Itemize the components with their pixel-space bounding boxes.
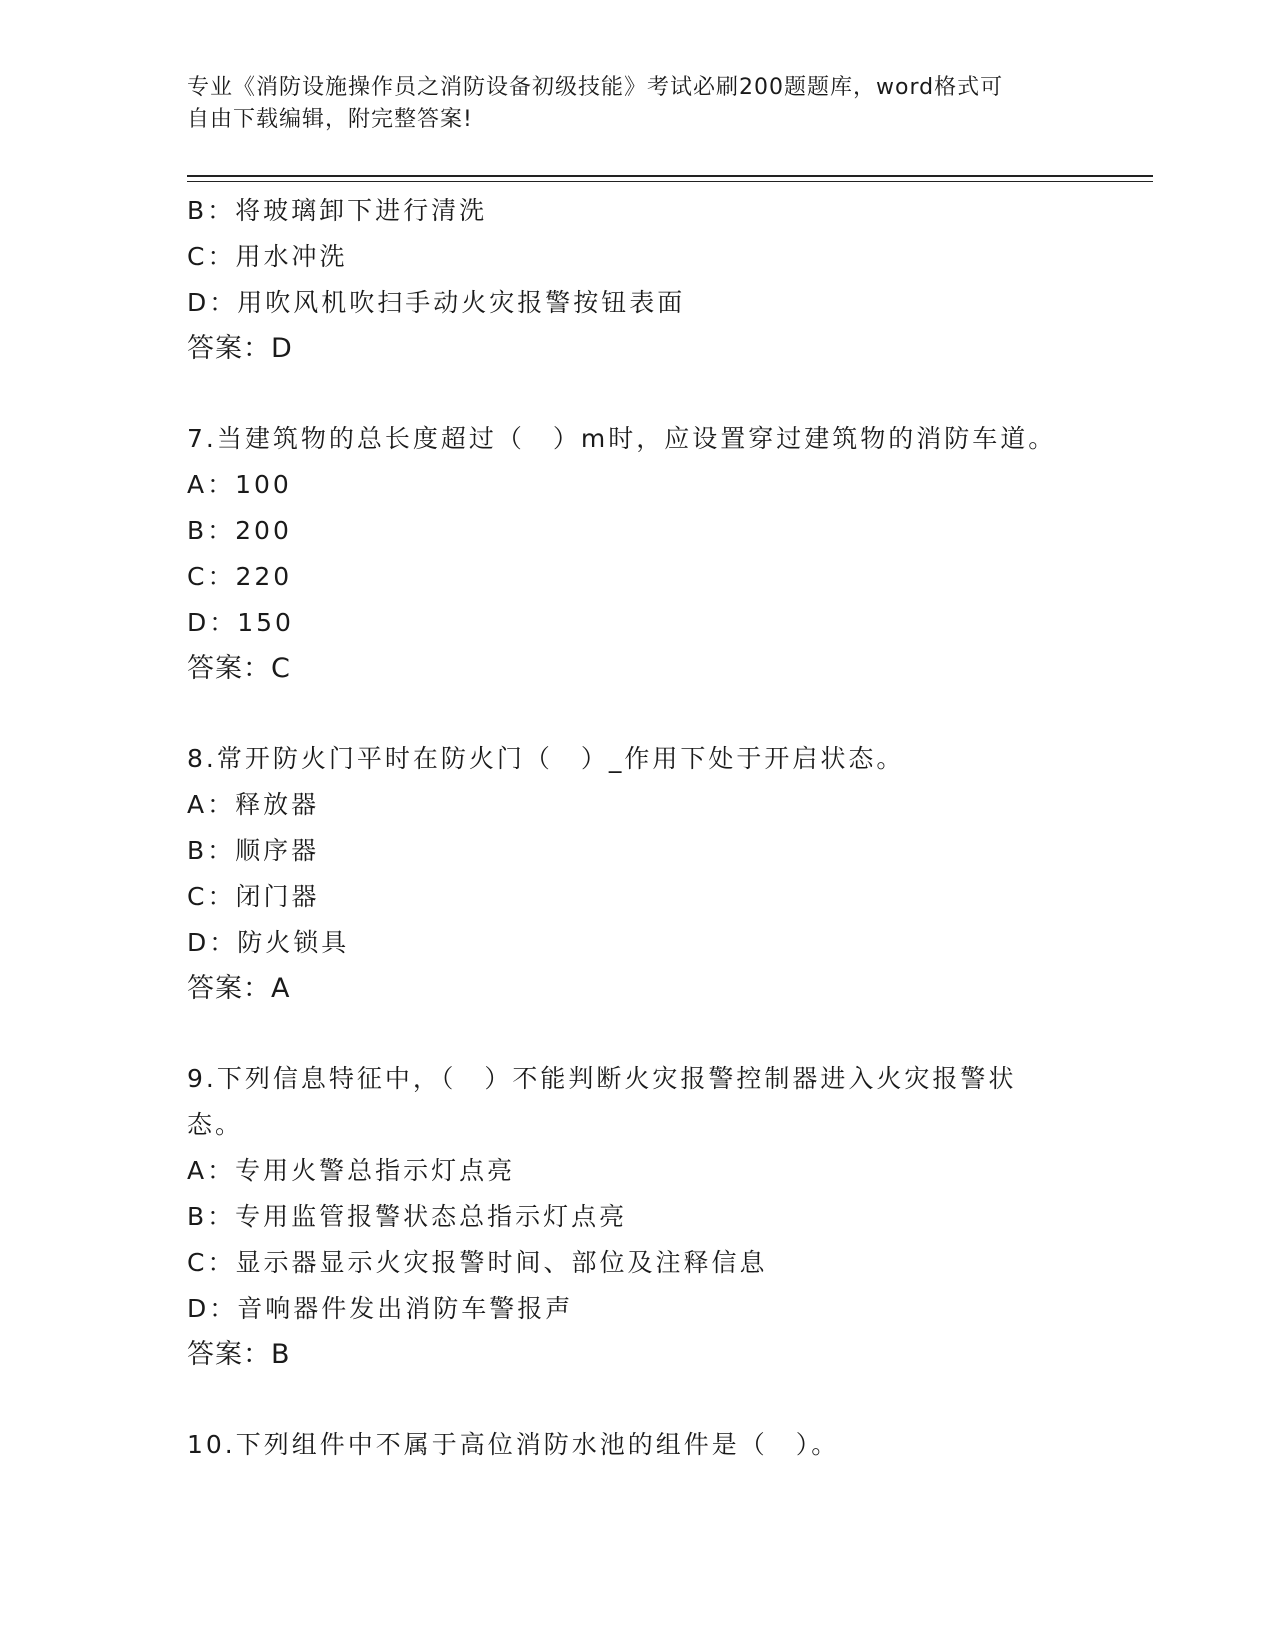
header-divider-thin [187, 181, 1153, 182]
header-line-1: 专业《消防设施操作员之消防设备初级技能》考试必刷200题题库，word格式可 [187, 75, 1004, 100]
answer-text: 答案：D [187, 333, 293, 364]
question-7 [187, 416, 1087, 692]
question-text-line-2: 态。 [187, 1110, 244, 1139]
option-d: D：音响器件发出消防车警报声 [187, 1294, 574, 1323]
option-a: A：释放器 [187, 790, 320, 819]
answer-text: 答案：C [187, 653, 291, 684]
question-9 [187, 1056, 1087, 1378]
option-a: A：100 [187, 470, 292, 499]
option-d: D：防火锁具 [187, 928, 350, 957]
option-a: A：专用火警总指示灯点亮 [187, 1156, 516, 1185]
question-text: 7.当建筑物的总长度超过（ ）m时，应设置穿过建筑物的消防车道。 [187, 424, 1057, 453]
option-d: D：用吹风机吹扫手动火灾报警按钮表面 [187, 288, 686, 317]
option-b: B：顺序器 [187, 836, 320, 865]
option-b: B：200 [187, 516, 292, 545]
question-6 [187, 188, 1087, 372]
option-c: C：220 [187, 562, 293, 591]
question-10 [187, 1422, 1087, 1468]
question-8 [187, 736, 1087, 1012]
question-text-line-1: 9.下列信息特征中，（ ）不能判断火灾报警控制器进入火灾报警状 [187, 1064, 1017, 1093]
option-c: C：闭门器 [187, 882, 320, 911]
question-list [187, 188, 1087, 1468]
answer-text: 答案：B [187, 1339, 291, 1370]
answer-text: 答案：A [187, 973, 291, 1004]
option-b: B：专用监管报警状态总指示灯点亮 [187, 1202, 628, 1231]
option-d: D：150 [187, 608, 294, 637]
option-b: B：将玻璃卸下进行清洗 [187, 196, 488, 225]
question-text: 8.常开防火门平时在防火门（ ）_作用下处于开启状态。 [187, 744, 905, 773]
document-header [187, 72, 1067, 136]
option-c: C：显示器显示火灾报警时间、部位及注释信息 [187, 1248, 768, 1277]
header-line-2: 自由下载编辑，附完整答案! [187, 107, 473, 132]
option-c: C：用水冲洗 [187, 242, 348, 271]
header-divider-thick [187, 175, 1153, 177]
question-text: 10.下列组件中不属于高位消防水池的组件是（ ）。 [187, 1430, 840, 1459]
